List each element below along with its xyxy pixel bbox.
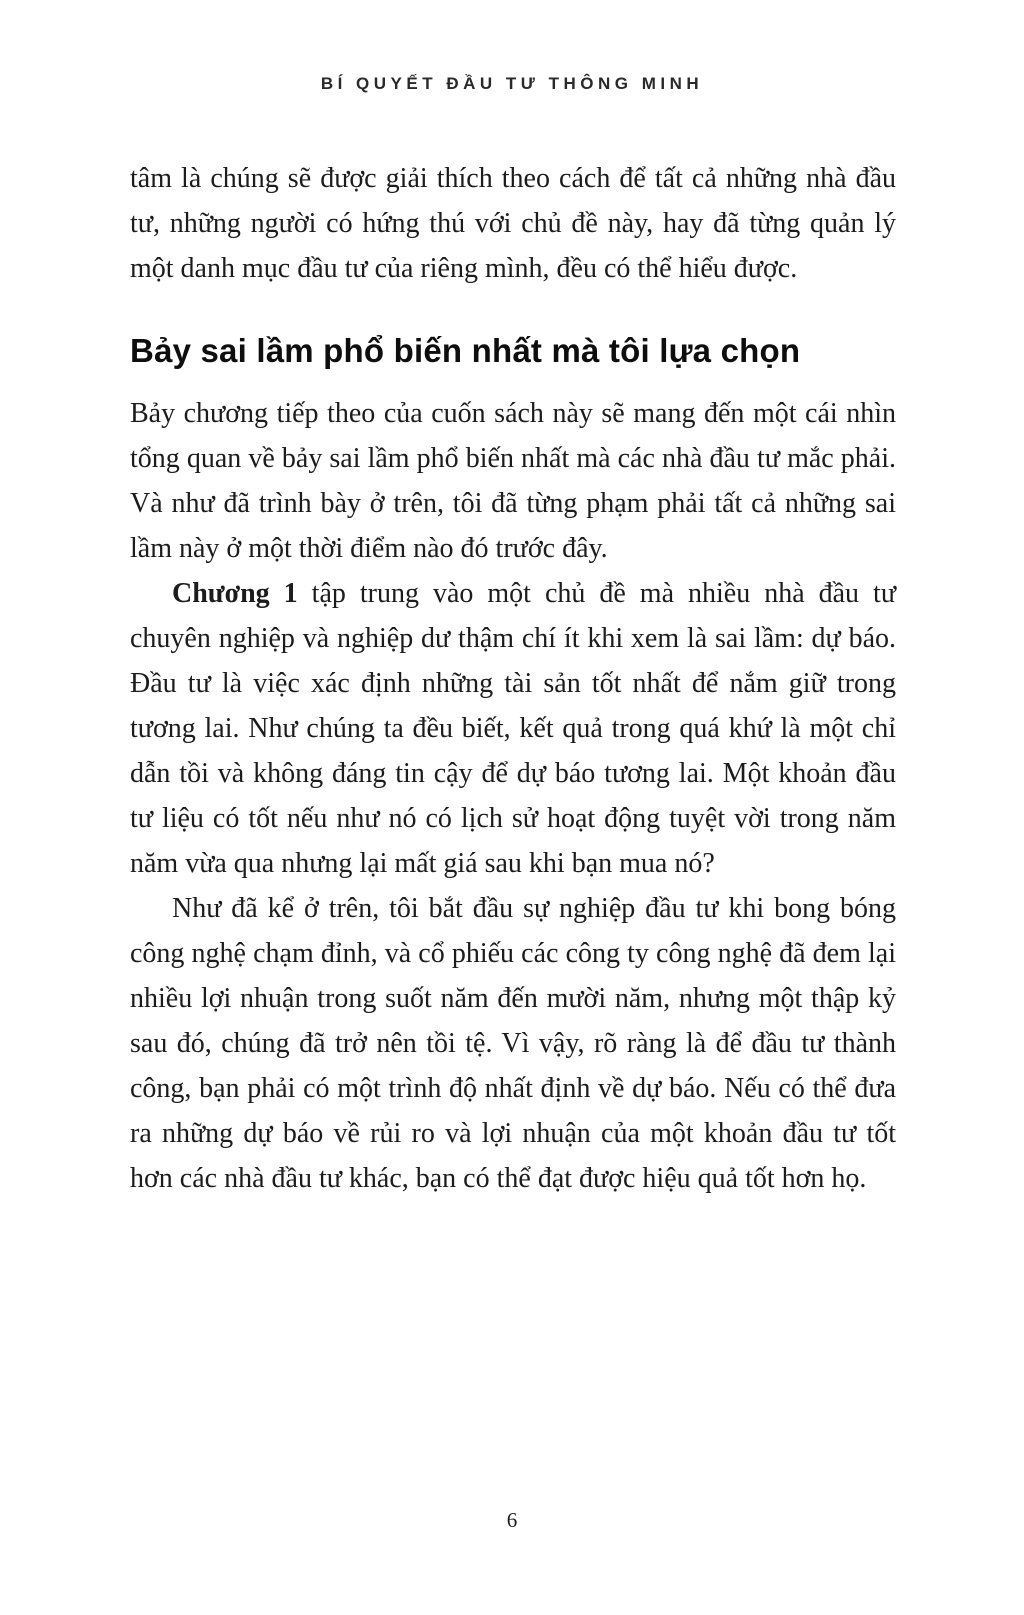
page-number: 6: [506, 1508, 518, 1532]
section-heading: Bảy sai lầm phổ biến nhất mà tôi lựa chọn: [130, 332, 801, 369]
chapter1-lead-label: Chương 1: [172, 577, 298, 609]
page-body: [130, 156, 896, 1201]
chapter1-body-text: tập trung vào một chủ đề mà nhiều nhà đầu tư chuyên nghiệp và nghiệp dư thậm chí ít khi xem là sai lầm: dự báo. Đầu tư là việc xác định những tài sản tốt nhất để nắm giữ trong tương lai. Như chúng ta đều biết, kết quả trong quá khứ là một chỉ dẫn tồi và không đáng tin cậy để dự báo tương lai. Một khoản đầu tư liệu có tốt nếu như nó có lịch sử hoạt động tuyệt vời trong năm năm vừa qua nhưng lại mất giá sau khi bạn mua nó?: [130, 577, 896, 879]
paragraph-chapter1: [130, 571, 896, 886]
running-header: BÍ QUYẾT ĐẦU TƯ THÔNG MINH: [320, 74, 704, 93]
paragraph-career: Như đã kể ở trên, tôi bắt đầu sự nghiệp đầu tư khi bong bóng công nghệ chạm đỉnh, và cổ phiếu các công ty công nghệ đã đem lại nhiều lợi nhuận trong suốt năm đến mười năm, nhưng một thập kỷ sau đó, chúng đã trở nên tồi tệ. Vì vậy, rõ ràng là để đầu tư thành công, bạn phải có một trình độ nhất định về dự báo. Nếu có thể đưa ra những dự báo về rủi ro và lợi nhuận của một khoản đầu tư tốt hơn các nhà đầu tư khác, bạn có thể đạt được hiệu quả tốt hơn họ.: [130, 892, 896, 1194]
paragraph-intro-continuation: tâm là chúng sẽ được giải thích theo cách để tất cả những nhà đầu tư, những người có hứng thú với chủ đề này, hay đã từng quản lý một danh mục đầu tư của riêng mình, đều có thể hiểu được.: [130, 163, 896, 284]
paragraph-overview: Bảy chương tiếp theo của cuốn sách này sẽ mang đến một cái nhìn tổng quan về bảy sai lầm phổ biến nhất mà các nhà đầu tư mắc phải. Và như đã trình bày ở trên, tôi đã từng phạm phải tất cả những sai lầm này ở một thời điểm nào đó trước đây.: [130, 397, 896, 564]
